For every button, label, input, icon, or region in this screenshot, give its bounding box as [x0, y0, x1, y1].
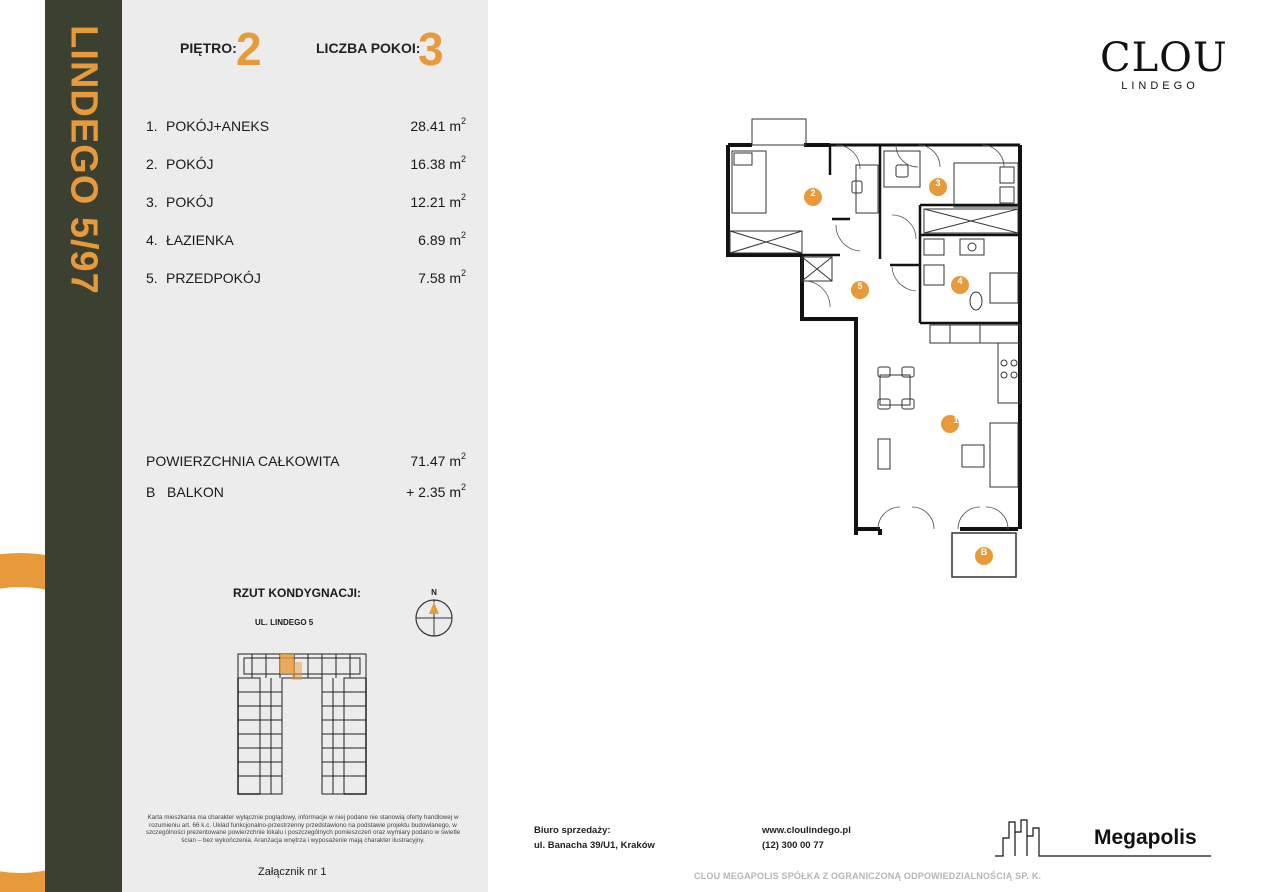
attachment-label: Załącznik nr 1	[258, 866, 327, 878]
room-number: 1.	[146, 118, 158, 134]
room-row	[146, 156, 466, 176]
sales-office-address: ul. Banacha 39/U1, Kraków	[534, 840, 655, 851]
room-number: 2.	[146, 156, 158, 172]
room-number: 3.	[146, 194, 158, 210]
room-area: 16.38 $m^2$	[410, 154, 466, 172]
clou-logo	[1100, 35, 1228, 92]
apartment-floor-plan	[720, 115, 1030, 585]
plan-label-balcony: B	[980, 547, 988, 557]
sales-office-label: Biuro sprzedaży:	[534, 825, 611, 836]
plan-label-4: 4	[957, 276, 963, 286]
plan-label-1: 1	[953, 415, 959, 425]
website-link[interactable]: www.cloulindego.pl	[762, 825, 851, 836]
rooms-count-label: LICZBA POKOI:	[316, 40, 421, 56]
disclaimer-text: Karta mieszkania ma charakter wyłącznie poglądowy, informacje w niej podane nie stanowią oferty handlowej w rozumieniu art. 66 k.c. Układ funkcjonalno-przestrzenny przedstawiono na podstawie projektu budowlanego, w szczególności prezentowane powierzchnie lokalu i poszczególnych pomieszczeń oraz wymiary podano w świetle ścian – bez wykończenia. Aranżacja wnętrza i wyposażenie mają charakter ilustracyjny.	[145, 814, 461, 844]
room-name: ŁAZIENKA	[166, 232, 234, 248]
total-area-value: 71.47 $m^2$	[410, 451, 466, 469]
room-name: POKÓJ+ANEKS	[166, 118, 270, 134]
apartment-code: LINDEGO 5/97	[62, 25, 105, 295]
plan-label-5: 5	[857, 281, 863, 291]
room-row	[146, 270, 466, 290]
building-floor-plan	[232, 648, 372, 800]
developer-name: Megapolis	[1094, 826, 1197, 849]
rooms-count-value: 3	[418, 23, 444, 75]
room-name: POKÓJ	[166, 156, 214, 172]
room-number: 4.	[146, 232, 158, 248]
room-row	[146, 232, 466, 252]
balcony-label: B BALKON	[146, 484, 224, 500]
room-row	[146, 194, 466, 214]
room-area: 28.41 $m^2$	[410, 116, 466, 134]
room-row	[146, 118, 466, 138]
phone-number[interactable]: (12) 300 00 77	[762, 840, 824, 851]
room-name: PRZEDPOKÓJ	[166, 270, 261, 286]
company-name: CLOU MEGAPOLIS SPÓŁKA Z OGRANICZONĄ ODPOWIEDZIALNOŚCIĄ SP. K.	[694, 871, 1042, 881]
floor-label: PIĘTRO:	[180, 40, 237, 56]
room-area: 12.21 $m^2$	[410, 192, 466, 210]
street-label: UL. LINDEGO 5	[255, 618, 314, 627]
total-area-label: POWIERZCHNIA CAŁKOWITA	[146, 453, 340, 469]
logo-sub-text: LINDEGO	[1121, 80, 1199, 92]
floor-value: 2	[236, 23, 262, 75]
room-number: 5.	[146, 270, 158, 286]
logo-main-text: CLOU	[1100, 35, 1228, 81]
building-plan-title: RZUT KONDYGNACJI:	[233, 586, 361, 600]
room-area: 6.89 $m^2$	[418, 230, 466, 248]
compass-icon	[412, 588, 456, 640]
balcony-area: + 2.35 $m^2$	[406, 482, 466, 500]
compass-north-label: N	[431, 588, 437, 597]
plan-label-3: 3	[935, 178, 941, 188]
room-name: POKÓJ	[166, 194, 214, 210]
room-area: 7.58 $m^2$	[418, 268, 466, 286]
plan-label-2: 2	[810, 188, 816, 198]
